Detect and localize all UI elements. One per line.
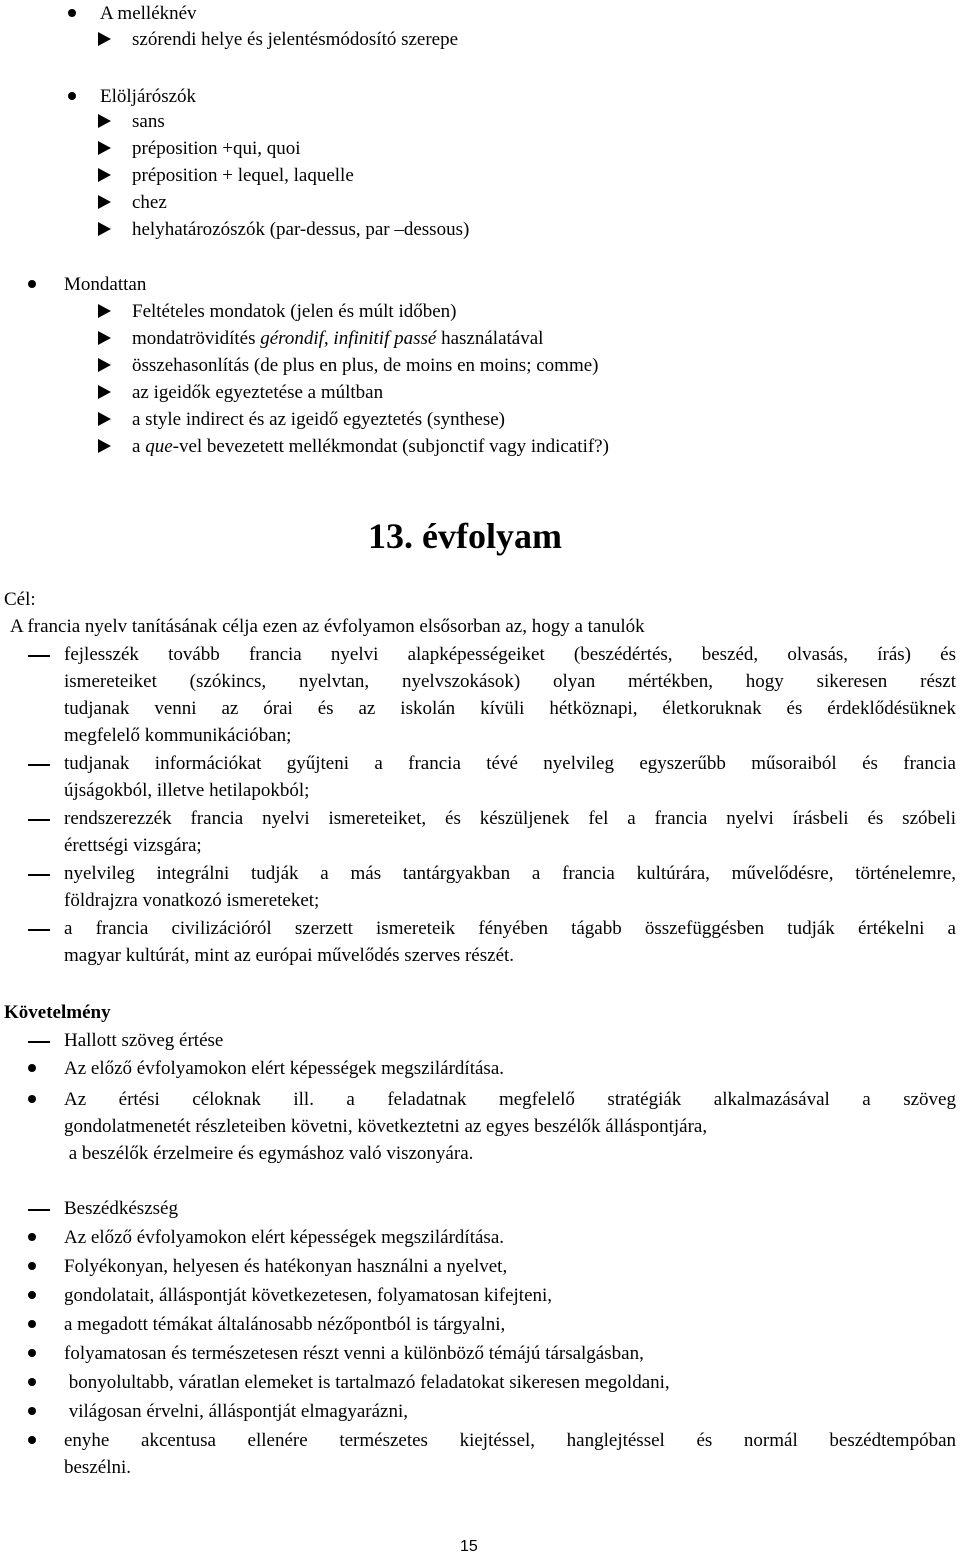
requirement-item: gondolatait, álláspontját következetesen, folyamatosan kifejteni, bbox=[64, 1285, 553, 1306]
goal-line: megfelelő kommunikációban; bbox=[64, 725, 292, 746]
goal-line: újságokból, illetve hetilapokból; bbox=[64, 780, 310, 801]
arrow-bullet-icon bbox=[98, 412, 111, 426]
goal-line: rendszerezzék francia nyelvi ismereteiket, és készüljenek fel a francia nyelvi írásbeli és szóbeli bbox=[64, 808, 956, 829]
arrow-bullet-icon bbox=[98, 114, 111, 128]
bullet-icon bbox=[28, 1262, 36, 1270]
goal-label: Cél: bbox=[4, 589, 36, 610]
requirement-item: a beszélők érzelmeire és egymáshoz való viszonyára. bbox=[64, 1143, 474, 1164]
section-title-mondattan: Mondattan bbox=[64, 274, 147, 295]
goal-line: érettségi vizsgára; bbox=[64, 835, 202, 856]
grade-heading: 13. évfolyam bbox=[368, 516, 562, 556]
arrow-bullet-icon bbox=[98, 195, 111, 209]
requirement-item: Folyékonyan, helyesen és hatékonyan használni a nyelvet, bbox=[64, 1256, 508, 1277]
bullet-icon bbox=[28, 1095, 36, 1103]
skill-title-listening: Hallott szöveg értése bbox=[64, 1030, 224, 1051]
goal-intro: A francia nyelv tanításának célja ezen az évfolyamon elsősorban az, hogy a tanulók bbox=[10, 616, 645, 637]
dash-bullet-icon bbox=[28, 764, 50, 766]
goal-line: tudjanak venni az órai és az iskolán kívüli hétköznapi, életkoruknak és érdeklődésüknek bbox=[64, 698, 956, 719]
bullet-icon bbox=[28, 280, 36, 288]
list-item: a que-vel bevezetett mellékmondat (subjonctif vagy indicatif?) bbox=[132, 436, 609, 457]
list-item: mondatrövidítés gérondif, infinitif passé használatával bbox=[132, 328, 544, 349]
list-item: sans bbox=[132, 111, 165, 132]
bullet-icon bbox=[68, 92, 76, 100]
requirement-item: folyamatosan és természetesen részt venni a különböző témájú társalgásban, bbox=[64, 1343, 644, 1364]
goal-line: nyelvileg integrálni tudják a más tantárgyakban a francia kultúrára, művelődésre, történelemre, bbox=[64, 863, 956, 884]
dash-bullet-icon bbox=[28, 929, 50, 931]
arrow-bullet-icon bbox=[98, 304, 111, 318]
dash-bullet-icon bbox=[28, 819, 50, 821]
requirement-item: enyhe akcentusa ellenére természetes kiejtéssel, hanglejtéssel és normál beszédtempóban bbox=[64, 1430, 956, 1451]
list-item: a style indirect és az igeidő egyeztetés (synthese) bbox=[132, 409, 505, 430]
dash-bullet-icon bbox=[28, 655, 50, 657]
dash-bullet-icon bbox=[28, 874, 50, 876]
bullet-icon bbox=[28, 1407, 36, 1415]
list-item: préposition +qui, quoi bbox=[132, 138, 301, 159]
requirement-item: Az előző évfolyamokon elért képességek megszilárdítása. bbox=[64, 1058, 504, 1079]
arrow-bullet-icon bbox=[98, 141, 111, 155]
section-title-mellekne: A melléknév bbox=[100, 3, 197, 24]
arrow-bullet-icon bbox=[98, 358, 111, 372]
list-item: chez bbox=[132, 192, 167, 213]
arrow-bullet-icon bbox=[98, 331, 111, 345]
list-item: Feltételes mondatok (jelen és múlt időben) bbox=[132, 301, 457, 322]
bullet-icon bbox=[28, 1436, 36, 1444]
requirement-item: Az előző évfolyamokon elért képességek megszilárdítása. bbox=[64, 1227, 504, 1248]
goal-line: ismereteiket (szókincs, nyelvtan, nyelvszokások) olyan mértékben, hogy sikeresen részt bbox=[64, 671, 956, 692]
dash-bullet-icon bbox=[28, 1209, 50, 1211]
skill-title-speaking: Beszédkészség bbox=[64, 1198, 178, 1219]
requirement-item: Az értési céloknak ill. a feladatnak megfelelő stratégiák alkalmazásával a szöveg bbox=[64, 1089, 956, 1110]
list-item: szórendi helye és jelentésmódosító szerepe bbox=[132, 29, 459, 50]
goal-line: fejlesszék tovább francia nyelvi alapképességeiket (beszédértés, beszéd, olvasás, írás) és bbox=[64, 644, 956, 665]
list-item: az igeidők egyeztetése a múltban bbox=[132, 382, 384, 403]
goal-line: tudjanak információkat gyűjteni a francia tévé nyelvileg egyszerűbb műsoraiból és francia bbox=[64, 753, 956, 774]
bullet-icon bbox=[28, 1320, 36, 1328]
arrow-bullet-icon bbox=[98, 222, 111, 236]
page-number: 15 bbox=[460, 1538, 478, 1555]
arrow-bullet-icon bbox=[98, 168, 111, 182]
section-title-eloljaroszok: Elöljárószók bbox=[100, 86, 197, 107]
bullet-icon bbox=[28, 1349, 36, 1357]
requirement-item: bonyolultabb, váratlan elemeket is tartalmazó feladatokat sikeresen megoldani, bbox=[64, 1372, 670, 1393]
list-item: helyhatározószók (par-dessus, par –dessous) bbox=[132, 219, 470, 240]
bullet-icon bbox=[28, 1064, 36, 1072]
bullet-icon bbox=[28, 1378, 36, 1386]
requirement-item: gondolatmenetét részleteiben követni, következtetni az egyes beszélők álláspontjára, bbox=[64, 1116, 708, 1137]
dash-bullet-icon bbox=[28, 1041, 50, 1043]
requirement-item: beszélni. bbox=[64, 1457, 132, 1478]
requirement-item: világosan érvelni, álláspontját elmagyarázni, bbox=[64, 1401, 408, 1422]
list-item: préposition + lequel, laquelle bbox=[132, 165, 354, 186]
arrow-bullet-icon bbox=[98, 32, 111, 46]
goal-line: a francia civilizációról szerzett ismereteik fényében tágabb összefüggésben tudják értékelni a bbox=[64, 918, 956, 939]
bullet-icon bbox=[28, 1291, 36, 1299]
goal-line: földrajzra vonatkozó ismereteket; bbox=[64, 890, 320, 911]
arrow-bullet-icon bbox=[98, 385, 111, 399]
bullet-icon bbox=[28, 1233, 36, 1241]
requirement-item: a megadott témákat általánosabb nézőpontból is tárgyalni, bbox=[64, 1314, 506, 1335]
requirement-heading: Követelmény bbox=[4, 1002, 111, 1023]
arrow-bullet-icon bbox=[98, 439, 111, 453]
bullet-icon bbox=[68, 9, 76, 17]
list-item: összehasonlítás (de plus en plus, de moins en moins; comme) bbox=[132, 355, 599, 376]
goal-line: magyar kultúrát, mint az európai művelődés szerves részét. bbox=[64, 945, 515, 966]
